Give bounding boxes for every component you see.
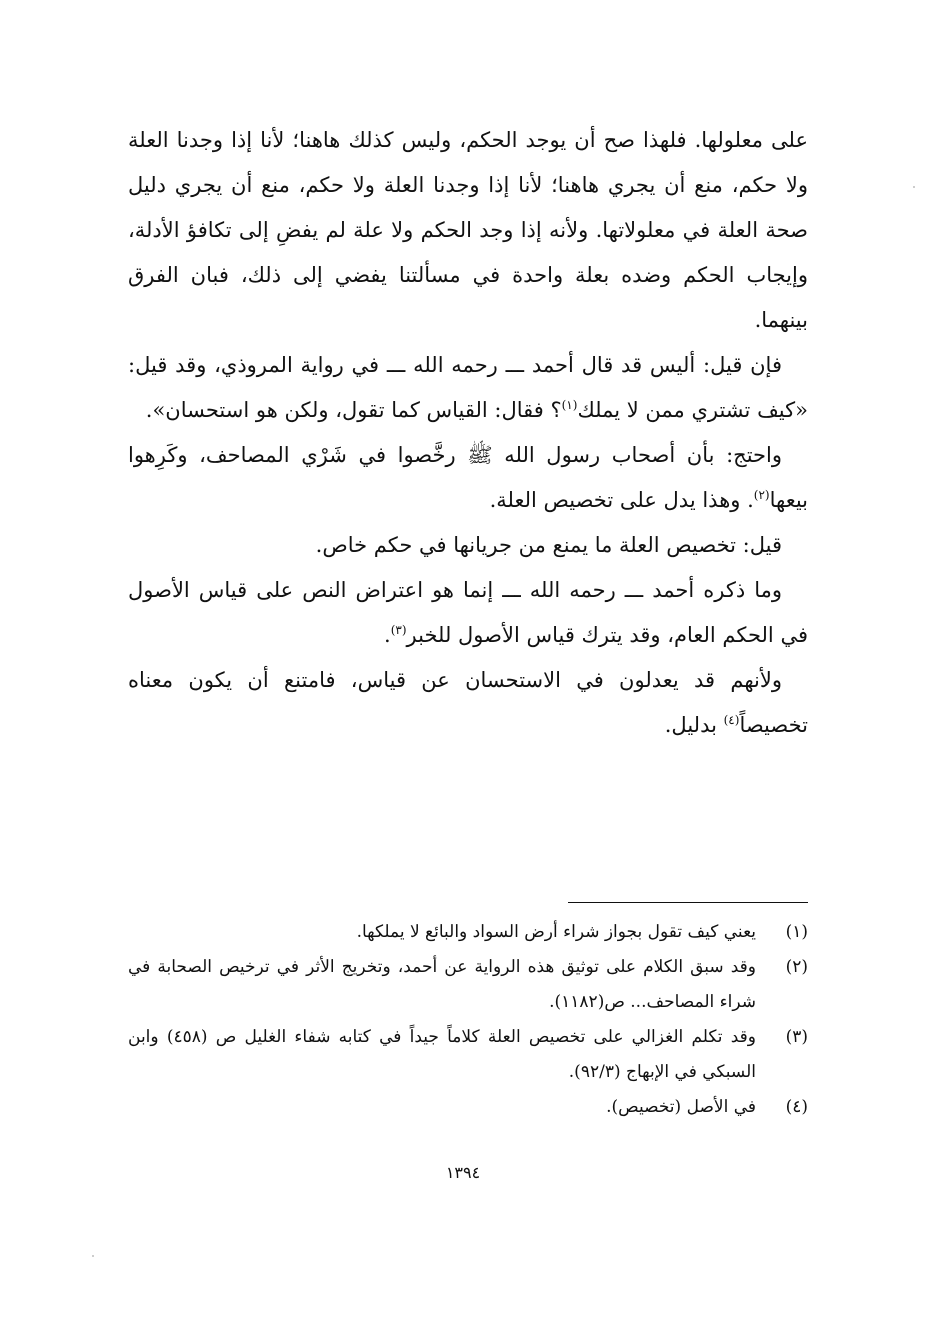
paragraph-2-text-a: فإن قيل: أليس قد قال أحمد ـــ رحمه الله ـــ في رواية المروذي، وقد قيل: «كيف تشتري ممن لا يملك xyxy=(128,353,808,422)
footnotes xyxy=(128,915,808,1125)
paragraph-6 xyxy=(128,658,808,748)
paragraph-5 xyxy=(128,568,808,658)
paragraph-2 xyxy=(128,343,808,433)
footnote-number: (٣) xyxy=(785,1027,808,1047)
footnote-2 xyxy=(128,950,808,1020)
footnote-ref-2: (٢) xyxy=(753,488,770,502)
paragraph-3-text-b: . وهذا يدل على تخصيص العلة. xyxy=(489,488,754,512)
footnote-ref-1: (١) xyxy=(561,398,578,412)
paragraph-5-text-b: . xyxy=(384,623,391,647)
paragraph-2-text-b: ؟ فقال: القياس كما تقول، ولكن هو استحسان». xyxy=(145,398,562,422)
paragraph-3 xyxy=(128,433,808,523)
footnote-number: (١) xyxy=(785,922,808,942)
paragraph-1 xyxy=(128,118,808,343)
footnote-ref-3: (٣) xyxy=(390,623,407,637)
scan-speck xyxy=(913,186,915,188)
paragraph-4-text: قيل: تخصيص العلة ما يمنع من جريانها في حكم خاص. xyxy=(315,533,782,557)
footnote-text: وقد سبق الكلام على توثيق هذه الرواية عن أحمد، وتخريج الأثر في ترخيص الصحابة في شراء المصاحف... ص(١١٨٢). xyxy=(128,957,756,1012)
page-number: ١٣٩٤ xyxy=(445,1163,481,1182)
paragraph-4 xyxy=(128,523,808,568)
paragraph-3-text-a: واحتج: بأن أصحاب رسول الله ﷺ رخَّصوا في شَرْي المصاحف، وكَرِهوا بيعها xyxy=(128,443,808,512)
paragraph-6-text-b: بدليل. xyxy=(664,713,724,737)
paragraph-6-text-a: ولأنهم قد يعدلون في الاستحسان عن قياس، فامتنع أن يكون معناه تخصيصاً xyxy=(128,668,808,737)
footnote-text: يعني كيف تقول بجواز شراء أرض السواد والبائع لا يملكها. xyxy=(356,922,756,942)
footnote-ref-4: (٤) xyxy=(723,713,740,727)
main-text xyxy=(128,118,808,748)
footnote-4 xyxy=(128,1090,808,1125)
paragraph-1-text: على معلولها. فلهذا صح أن يوجد الحكم، وليس كذلك هاهنا؛ لأنا إذا وجدنا العلة ولا حكم، منع أن يجري هاهنا؛ لأنا إذا وجدنا العلة ولا حكم، منع أن يجري دليل صحة العلة في معلولاتها. ولأنه إذا وجد الحكم ولا علة لم يفضِ إلى تكافؤ الأدلة، وإيجاب الحكم وضده بعلة واحدة في مسألتنا يفضي إلى ذلك، فبان الفرق بينهما. xyxy=(128,128,808,332)
footnote-text: وقد تكلم الغزالي على تخصيص العلة كلاماً جيداً في كتابه شفاء الغليل ص (٤٥٨) وابن السبكي في الإبهاج (٩٢/٣). xyxy=(128,1027,756,1082)
footnote-separator xyxy=(568,902,808,903)
paragraph-5-text-a: وما ذكره أحمد ـــ رحمه الله ـــ إنما هو اعتراض النص على قياس الأصول في الحكم العام، وقد يترك قياس الأصول للخبر xyxy=(128,578,808,647)
footnote-1 xyxy=(128,915,808,950)
footnote-number: (٢) xyxy=(785,957,808,977)
footnote-number: (٤) xyxy=(785,1097,808,1117)
scan-speck xyxy=(92,1255,94,1257)
footnote-text: في الأصل (تخصيص). xyxy=(606,1097,756,1117)
footnote-3 xyxy=(128,1020,808,1090)
